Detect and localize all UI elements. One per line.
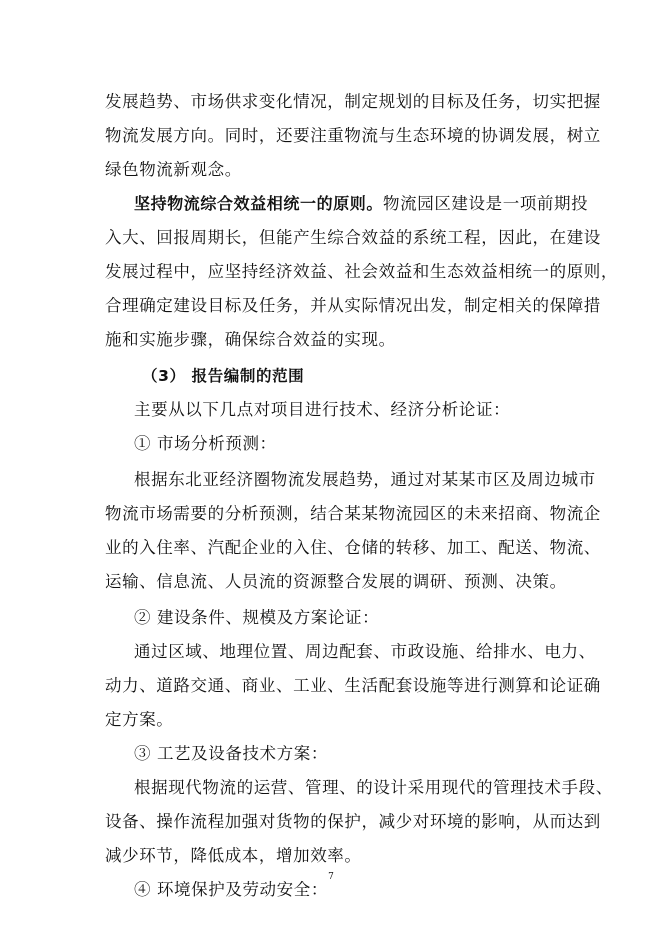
- paragraph-line: 物流市场需要的分析预测，结合某某物流园区的未来招商、物流企: [105, 504, 601, 523]
- principle-first-line-rest: 物流园区建设是一项前期投: [383, 194, 589, 213]
- paragraph-line: 通过区域、地理位置、周边配套、市政设施、给排水、电力、: [134, 642, 596, 661]
- paragraph-line: 绿色物流新观念。: [105, 160, 242, 179]
- paragraph-line: 合理确定建设目标及任务，并从实际情况出发，制定相关的保障措: [105, 296, 601, 315]
- paragraph-line: 运输、信息流、人员流的资源整合发展的调研、预测、决策。: [105, 572, 567, 591]
- paragraph-line: 业的入住率、汽配企业的入住、仓储的转移、加工、配送、物流、: [105, 538, 601, 557]
- paragraph-line: 发展趋势、市场供求变化情况，制定规划的目标及任务，切实把握: [105, 92, 601, 111]
- item-title-market-analysis: ① 市场分析预测：: [134, 434, 277, 453]
- paragraph-line: 根据东北亚经济圈物流发展趋势，通过对某某市区及周边城市: [134, 470, 596, 489]
- page-number: 7: [328, 872, 334, 882]
- section-intro: 主要从以下几点对项目进行技术、经济分析论证：: [134, 400, 511, 419]
- paragraph-line: 根据现代物流的运营、管理、的设计采用现代的管理技术手段、: [134, 778, 613, 797]
- paragraph-line: 定方案。: [105, 710, 174, 729]
- paragraph-line: 施和实施步骤，确保综合效益的实现。: [105, 330, 396, 349]
- paragraph-line: 动力、道路交通、商业、工业、生活配套设施等进行测算和论证确: [105, 676, 601, 695]
- principle-first-line: [134, 194, 588, 214]
- item-title-environment: ④ 环境保护及劳动安全：: [134, 880, 328, 899]
- item-title-process: ③ 工艺及设备技术方案：: [134, 744, 328, 763]
- paragraph-line: 减少环节，降低成本，增加效率。: [105, 846, 362, 865]
- section-heading: （3） 报告编制的范围: [142, 367, 305, 385]
- principle-bold-lead: 坚持物流综合效益相统一的原则。: [134, 194, 384, 213]
- paragraph-line: 设备、操作流程加强对货物的保护，减少对环境的影响，从而达到: [105, 812, 601, 831]
- paragraph-line: 发展过程中，应坚持经济效益、社会效益和生态效益相统一的原则，: [105, 262, 618, 281]
- paragraph-line: 入大、回报周期长，但能产生综合效益的系统工程，因此，在建设: [105, 228, 601, 247]
- item-title-construction: ② 建设条件、规模及方案论证：: [134, 608, 380, 627]
- paragraph-line: 物流发展方向。同时，还要注重物流与生态环境的协调发展，树立: [105, 126, 601, 145]
